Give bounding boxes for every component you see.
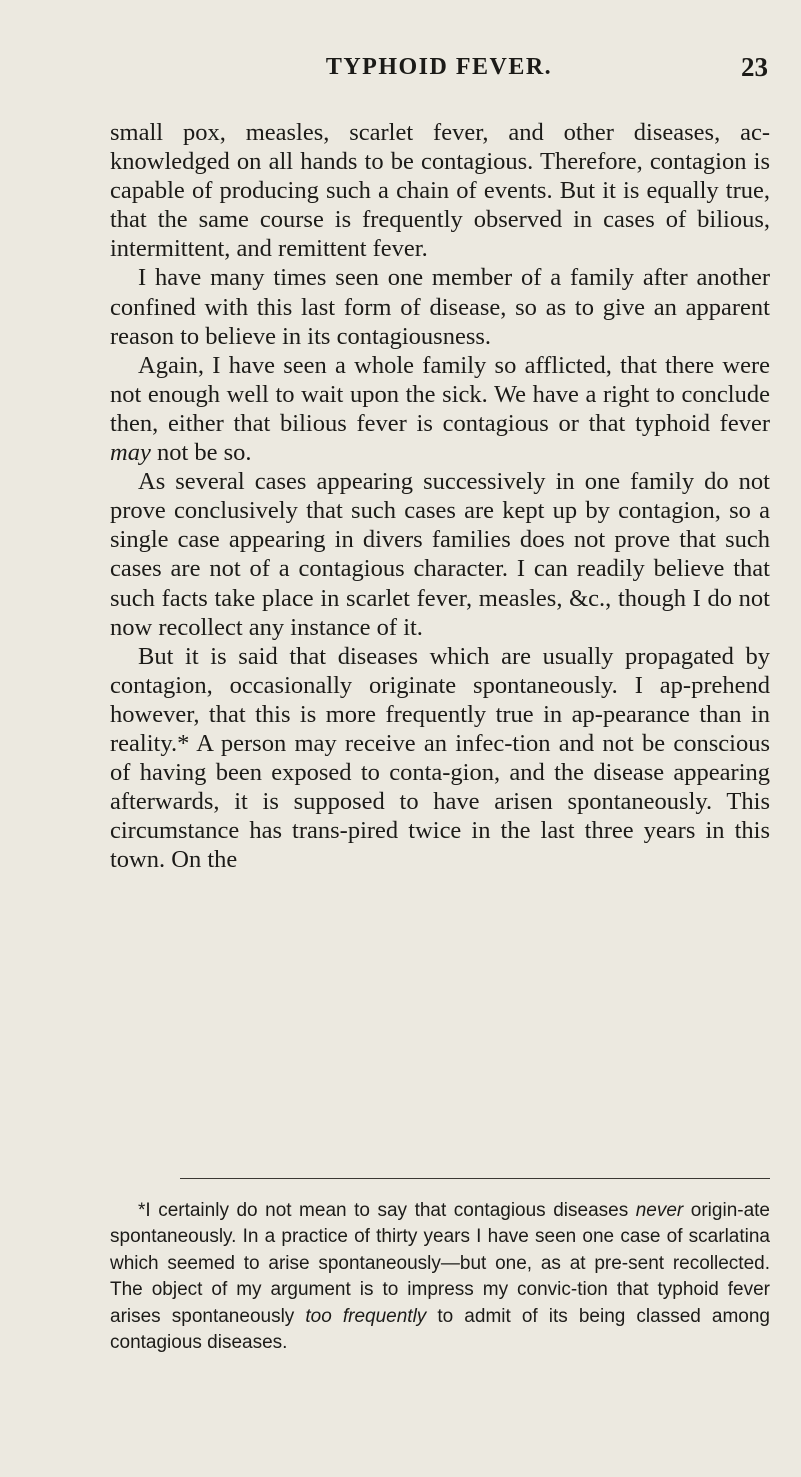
running-head bbox=[110, 54, 768, 88]
paragraph-3 bbox=[110, 351, 770, 467]
footnote-emphasis-never: never bbox=[635, 1200, 684, 1221]
paragraph-3-text-a: Again, I have seen a whole family so afflicted, that there were not enough well to wait upon the sick. We have a right to conclude then, either that bilious fever is contagious or that typhoid fever bbox=[110, 351, 770, 437]
paragraph-5: But it is said that diseases which are usually propagated by contagion, occasionally originate spontaneously. I ap-prehend however, that this is more frequently true in ap-pearance than in reality.* A person may receive an infec-tion and not be conscious of having been exposed to conta-gion, and the disease appearing afterwards, it is supposed to have arisen spontaneously. This circumstance has trans-pired twice in the last three years in this town. On the bbox=[110, 642, 770, 874]
paragraph-1: small pox, measles, scarlet fever, and other diseases, ac-knowledged on all hands to be contagious. Therefore, contagion is capable of producing such a chain of events. But it is equally true, that the same course is frequently observed in cases of bilious, intermittent, and remittent fever. bbox=[110, 119, 770, 263]
footnote-text-c: to admit of its being classed among contagious diseases. bbox=[110, 1305, 770, 1354]
paragraph-2: I have many times seen one member of a family after another confined with this last form of disease, so as to give an apparent reason to believe in its contagiousness. bbox=[110, 264, 770, 350]
footnote-text-b: origin-ate spontaneously. In a practice of thirty years I have seen one case of scarlatina which seemed to arise spontaneously—but one, as at pre-sent recollected. The object of my argument is to impress my convic-tion that typhoid fever arises spontaneously bbox=[110, 1200, 770, 1327]
footnote-divider bbox=[180, 1178, 770, 1179]
paragraph-3-text-b: not be so. bbox=[150, 439, 252, 467]
paragraph-3-emphasis: may bbox=[110, 439, 151, 467]
footnote bbox=[110, 1198, 770, 1356]
footnote-emphasis-too-frequently: too frequently bbox=[305, 1305, 427, 1327]
footnote-text-a: *I certainly do not mean to say that contagious diseases bbox=[138, 1200, 636, 1221]
running-title: TYPHOID FEVER. bbox=[325, 54, 553, 80]
footnote-text bbox=[110, 1198, 770, 1356]
page-number: 23 bbox=[741, 52, 768, 82]
body-text bbox=[110, 118, 770, 874]
paragraph-4: As several cases appearing successively in one family do not prove conclusively that such cases are kept up by contagion, so a single case appearing in divers families does not prove that such cases are not of a contagious character. I can readily believe that such facts take place in scarlet fever, measles, &c., though I do not now recollect any instance of it. bbox=[110, 468, 770, 641]
